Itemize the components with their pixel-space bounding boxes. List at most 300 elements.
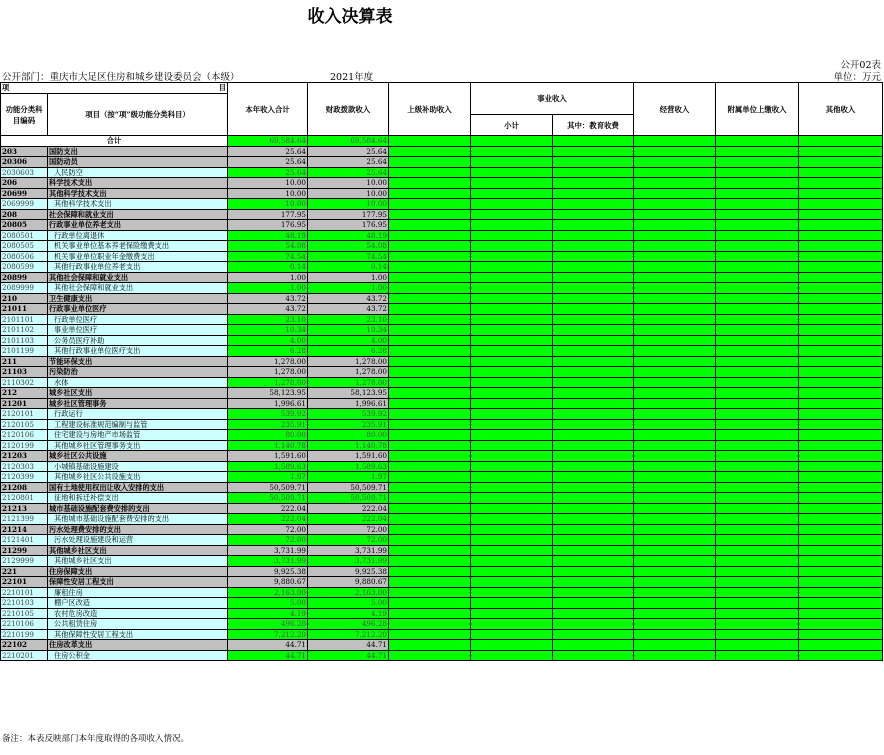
row-code: 21214: [1, 524, 48, 535]
row-empty-cell: [471, 577, 553, 588]
row-code: 2080505: [1, 241, 48, 252]
row-empty-cell: [389, 566, 471, 577]
row-name: 其他行政事业单位医疗支出: [48, 346, 228, 357]
row-empty-cell: [716, 356, 799, 367]
row-empty-cell: [553, 598, 634, 609]
row-empty-cell: [634, 598, 716, 609]
row-empty-cell: [553, 325, 634, 336]
row-total: 176.95: [228, 220, 308, 231]
row-empty-cell: [553, 577, 634, 588]
row-empty-cell: [389, 304, 471, 315]
row-empty-cell: [471, 230, 553, 241]
row-empty-cell: [389, 167, 471, 178]
row-empty-cell: [799, 461, 883, 472]
page-title: 收入决算表: [307, 7, 393, 27]
table-row: [1, 209, 883, 220]
total-value: 69,584.64: [228, 136, 308, 147]
row-code: 211: [1, 356, 48, 367]
row-empty-cell: [799, 524, 883, 535]
row-empty-cell: [799, 472, 883, 483]
row-empty-cell: [716, 314, 799, 325]
row-empty-cell: [716, 598, 799, 609]
table-row: [1, 262, 883, 273]
row-empty-cell: [634, 167, 716, 178]
row-empty-cell: [471, 440, 553, 451]
row-fiscal: 1,996.61: [308, 398, 389, 409]
row-total: 1,996.61: [228, 398, 308, 409]
header-other: 其他收入: [799, 83, 883, 136]
row-empty-cell: [471, 608, 553, 619]
row-empty-cell: [471, 157, 553, 168]
row-fiscal: 72.00: [308, 524, 389, 535]
row-code: 2069999: [1, 199, 48, 210]
row-empty-cell: [634, 283, 716, 294]
row-empty-cell: [471, 409, 553, 420]
row-fiscal: 5.00: [308, 598, 389, 609]
row-empty-cell: [716, 398, 799, 409]
header-edu: 其中：教育收费: [553, 115, 634, 136]
row-empty-cell: [799, 199, 883, 210]
row-empty-cell: [634, 356, 716, 367]
row-total: 4.19: [228, 608, 308, 619]
row-name: 节能环保支出: [48, 356, 228, 367]
row-empty-cell: [553, 629, 634, 640]
row-empty-cell: [799, 409, 883, 420]
row-code: 2080501: [1, 230, 48, 241]
row-empty-cell: [716, 493, 799, 504]
row-empty-cell: [799, 146, 883, 157]
row-total: 3,731.99: [228, 545, 308, 556]
row-fiscal: 50,509.71: [308, 482, 389, 493]
row-name: 社会保障和就业支出: [48, 209, 228, 220]
row-empty-cell: [716, 251, 799, 262]
row-code: 208: [1, 209, 48, 220]
row-empty-cell: [634, 503, 716, 514]
row-empty-cell: [553, 524, 634, 535]
row-empty-cell: [634, 199, 716, 210]
row-empty-cell: [553, 230, 634, 241]
row-empty-cell: [716, 199, 799, 210]
row-fiscal: 54.08: [308, 241, 389, 252]
header-item: 项目（按“项”级功能分类科目）: [48, 94, 228, 136]
table-row: [1, 430, 883, 441]
table-row: [1, 251, 883, 262]
header-business: 事业收入: [471, 83, 634, 115]
row-name: 事业单位医疗: [48, 325, 228, 336]
row-code: 2030603: [1, 167, 48, 178]
row-empty-cell: [471, 482, 553, 493]
row-total: 177.95: [228, 209, 308, 220]
row-total: 6.28: [228, 346, 308, 357]
row-name: 其他社会保障和就业支出: [48, 283, 228, 294]
table-row: [1, 629, 883, 640]
table-row: [1, 587, 883, 598]
row-fiscal: 50,509.71: [308, 493, 389, 504]
row-name: 行政事业单位养老支出: [48, 220, 228, 231]
unit-label: 单位：万元: [833, 72, 881, 83]
row-empty-cell: [471, 188, 553, 199]
row-empty-cell: [716, 157, 799, 168]
table-row: [1, 566, 883, 577]
row-empty-cell: [799, 482, 883, 493]
row-empty-cell: [553, 335, 634, 346]
row-total: 10.00: [228, 199, 308, 210]
row-empty-cell: [553, 608, 634, 619]
row-empty-cell: [471, 472, 553, 483]
row-empty-cell: [553, 503, 634, 514]
row-empty-cell: [634, 629, 716, 640]
row-empty-cell: [389, 556, 471, 567]
row-empty-cell: [634, 230, 716, 241]
row-code: 2080599: [1, 262, 48, 273]
row-empty-cell: [716, 188, 799, 199]
table-row: [1, 314, 883, 325]
row-fiscal: 4.19: [308, 608, 389, 619]
table-row: [1, 556, 883, 567]
table-row: [1, 493, 883, 504]
row-empty-cell: [716, 178, 799, 189]
row-empty-cell: [799, 640, 883, 651]
row-empty-cell: [471, 514, 553, 525]
row-total: 44.71: [228, 650, 308, 661]
row-empty-cell: [471, 314, 553, 325]
row-total: 58,123.95: [228, 388, 308, 399]
row-total: 72.00: [228, 535, 308, 546]
row-empty-cell: [716, 220, 799, 231]
table-row: [1, 545, 883, 556]
row-empty-cell: [634, 514, 716, 525]
table-row: [1, 167, 883, 178]
row-empty-cell: [799, 398, 883, 409]
row-empty-cell: [716, 146, 799, 157]
row-empty-cell: [799, 388, 883, 399]
row-empty-cell: [471, 199, 553, 210]
row-empty-cell: [634, 472, 716, 483]
row-empty-cell: [799, 619, 883, 630]
row-name: 城市基础设施配套费安排的支出: [48, 503, 228, 514]
row-empty-cell: [471, 545, 553, 556]
table-row: [1, 598, 883, 609]
row-empty-cell: [553, 388, 634, 399]
row-empty-cell: [389, 545, 471, 556]
row-empty-cell: [389, 535, 471, 546]
row-empty-cell: [471, 587, 553, 598]
row-empty-cell: [716, 293, 799, 304]
row-empty-cell: [799, 251, 883, 262]
row-empty-cell: [634, 619, 716, 630]
row-total: 1,278.00: [228, 356, 308, 367]
row-name: 住房改革支出: [48, 640, 228, 651]
row-empty-cell: [553, 167, 634, 178]
row-fiscal: 1.00: [308, 283, 389, 294]
row-empty-cell: [799, 556, 883, 567]
row-empty-cell: [799, 335, 883, 346]
row-total: 25.64: [228, 146, 308, 157]
row-empty-cell: [799, 293, 883, 304]
table-row: [1, 451, 883, 462]
row-empty-cell: [471, 535, 553, 546]
row-total: 1.00: [228, 283, 308, 294]
row-fiscal: 48.19: [308, 230, 389, 241]
row-empty-cell: [389, 587, 471, 598]
row-empty-cell: [634, 650, 716, 661]
row-name: 住房保障支出: [48, 566, 228, 577]
row-empty-cell: [553, 377, 634, 388]
row-empty-cell: [471, 367, 553, 378]
row-code: 20699: [1, 188, 48, 199]
table-row: [1, 304, 883, 315]
row-name: 廉租住房: [48, 587, 228, 598]
row-empty-cell: [471, 178, 553, 189]
row-empty-cell: [471, 146, 553, 157]
row-name: 公共租赁住房: [48, 619, 228, 630]
table-row: [1, 409, 883, 420]
table-row: [1, 293, 883, 304]
row-total: 1,589.63: [228, 461, 308, 472]
row-name: 征地和拆迁补偿支出: [48, 493, 228, 504]
row-name: 其他科学技术支出: [48, 188, 228, 199]
row-code: 2210201: [1, 650, 48, 661]
row-fiscal: 9,925.38: [308, 566, 389, 577]
row-empty-cell: [553, 640, 634, 651]
row-name: 其他城市基础设施配套费安排的支出: [48, 514, 228, 525]
row-total: 235.91: [228, 419, 308, 430]
row-empty-cell: [471, 419, 553, 430]
row-empty-cell: [716, 230, 799, 241]
header-subtotal: 小计: [471, 115, 553, 136]
row-empty-cell: [553, 409, 634, 420]
row-empty-cell: [799, 503, 883, 514]
row-empty-cell: [634, 451, 716, 462]
table-row: [1, 199, 883, 210]
row-total: 23.10: [228, 314, 308, 325]
row-empty-cell: [389, 598, 471, 609]
row-fiscal: 1,591.60: [308, 451, 389, 462]
row-total: 7,212.20: [228, 629, 308, 640]
row-empty-cell: [389, 356, 471, 367]
year-label: 2021年度: [330, 72, 374, 83]
row-empty-cell: [471, 335, 553, 346]
table-row: [1, 514, 883, 525]
row-fiscal: 496.28: [308, 619, 389, 630]
row-empty-cell: [389, 398, 471, 409]
row-empty-cell: [389, 461, 471, 472]
table-row: [1, 335, 883, 346]
row-empty-cell: [799, 220, 883, 231]
table-row: [1, 577, 883, 588]
row-fiscal: 23.10: [308, 314, 389, 325]
row-fiscal: 9,880.67: [308, 577, 389, 588]
row-name: 公务员医疗补助: [48, 335, 228, 346]
row-empty-cell: [716, 545, 799, 556]
row-empty-cell: [553, 367, 634, 378]
row-empty-cell: [799, 157, 883, 168]
row-empty-cell: [799, 608, 883, 619]
row-empty-cell: [716, 209, 799, 220]
row-empty-cell: [471, 619, 553, 630]
row-fiscal: 4.00: [308, 335, 389, 346]
row-empty-cell: [716, 377, 799, 388]
row-empty-cell: [634, 493, 716, 504]
row-empty-cell: [389, 451, 471, 462]
row-empty-cell: [799, 209, 883, 220]
row-empty-cell: [471, 293, 553, 304]
row-empty-cell: [553, 283, 634, 294]
row-empty-cell: [471, 262, 553, 273]
row-empty-cell: [634, 367, 716, 378]
row-empty-cell: [634, 209, 716, 220]
row-empty-cell: [471, 430, 553, 441]
row-empty-cell: [471, 304, 553, 315]
row-code: 21208: [1, 482, 48, 493]
row-total: 0.14: [228, 262, 308, 273]
row-fiscal: 222.04: [308, 503, 389, 514]
row-empty-cell: [634, 262, 716, 273]
row-empty-cell: [553, 419, 634, 430]
row-empty-cell: [716, 608, 799, 619]
row-empty-cell: [634, 304, 716, 315]
row-name: 其他城乡社区支出: [48, 545, 228, 556]
row-empty-cell: [799, 262, 883, 273]
row-empty-cell: [471, 493, 553, 504]
row-fiscal: 2,163.00: [308, 587, 389, 598]
row-empty-cell: [716, 619, 799, 630]
row-fiscal: 25.64: [308, 146, 389, 157]
row-empty-cell: [389, 377, 471, 388]
row-empty-cell: [716, 440, 799, 451]
row-empty-cell: [799, 535, 883, 546]
row-empty-cell: [471, 398, 553, 409]
table-row: [1, 188, 883, 199]
form-number: 公开02表: [840, 60, 881, 71]
row-fiscal: 10.34: [308, 325, 389, 336]
row-code: 21203: [1, 451, 48, 462]
row-empty-cell: [799, 377, 883, 388]
row-empty-cell: [389, 199, 471, 210]
row-empty-cell: [634, 640, 716, 651]
row-total: 496.28: [228, 619, 308, 630]
row-empty-cell: [634, 545, 716, 556]
row-empty-cell: [634, 430, 716, 441]
row-code: 2129999: [1, 556, 48, 567]
row-empty-cell: [799, 587, 883, 598]
row-empty-cell: [471, 566, 553, 577]
row-empty-cell: [716, 325, 799, 336]
table-row: [1, 388, 883, 399]
row-empty-cell: [716, 388, 799, 399]
row-empty-cell: [716, 503, 799, 514]
row-empty-cell: [799, 367, 883, 378]
row-fiscal: 25.64: [308, 167, 389, 178]
row-empty-cell: [389, 514, 471, 525]
row-fiscal: 1,278.00: [308, 356, 389, 367]
row-name: 其他保障性安居工程支出: [48, 629, 228, 640]
row-empty-cell: [799, 356, 883, 367]
row-empty-cell: [471, 451, 553, 462]
table-row: [1, 178, 883, 189]
row-total: 74.54: [228, 251, 308, 262]
row-name: 工程建设标准规范编制与监管: [48, 419, 228, 430]
row-empty-cell: [553, 398, 634, 409]
row-empty-cell: [553, 556, 634, 567]
row-empty-cell: [799, 283, 883, 294]
row-name: 城乡社区公共设施: [48, 451, 228, 462]
row-total: 222.04: [228, 514, 308, 525]
row-empty-cell: [634, 346, 716, 357]
row-fiscal: 7,212.20: [308, 629, 389, 640]
row-total: 1,278.00: [228, 377, 308, 388]
row-empty-cell: [553, 220, 634, 231]
row-empty-cell: [389, 367, 471, 378]
row-empty-cell: [553, 272, 634, 283]
table-row: [1, 377, 883, 388]
row-total: 539.92: [228, 409, 308, 420]
row-empty-cell: [634, 293, 716, 304]
row-name: 污水处理设施建设和运营: [48, 535, 228, 546]
row-empty-cell: [389, 220, 471, 231]
row-fiscal: 80.00: [308, 430, 389, 441]
row-empty-cell: [716, 577, 799, 588]
row-empty-cell: [389, 188, 471, 199]
row-empty-cell: [799, 566, 883, 577]
row-empty-cell: [471, 167, 553, 178]
row-empty-cell: [799, 272, 883, 283]
row-name: 住宅建设与房地产市场监管: [48, 430, 228, 441]
table-row: [1, 356, 883, 367]
row-empty-cell: [716, 167, 799, 178]
row-empty-cell: [471, 325, 553, 336]
row-empty-cell: [471, 272, 553, 283]
total-row: [1, 136, 883, 147]
row-name: 行政事业单位医疗: [48, 304, 228, 315]
table-row: [1, 608, 883, 619]
row-empty-cell: [799, 178, 883, 189]
row-empty-cell: [471, 629, 553, 640]
row-total: 48.19: [228, 230, 308, 241]
row-empty-cell: [634, 325, 716, 336]
row-empty-cell: [716, 472, 799, 483]
row-total: 25.64: [228, 167, 308, 178]
row-empty-cell: [553, 493, 634, 504]
row-empty-cell: [799, 440, 883, 451]
row-empty-cell: [389, 419, 471, 430]
row-total: 10.00: [228, 178, 308, 189]
row-empty-cell: [389, 472, 471, 483]
row-code: 210: [1, 293, 48, 304]
row-empty-cell: [389, 178, 471, 189]
table-row: [1, 482, 883, 493]
row-empty-cell: [389, 325, 471, 336]
row-code: 20306: [1, 157, 48, 168]
table-row: [1, 157, 883, 168]
row-name: 行政单位离退休: [48, 230, 228, 241]
row-name: 机关事业单位职业年金缴费支出: [48, 251, 228, 262]
row-empty-cell: [799, 577, 883, 588]
row-empty-cell: [553, 262, 634, 273]
row-empty-cell: [389, 388, 471, 399]
table-row: [1, 503, 883, 514]
row-empty-cell: [634, 388, 716, 399]
row-empty-cell: [553, 472, 634, 483]
row-empty-cell: [799, 188, 883, 199]
row-empty-cell: [389, 493, 471, 504]
row-empty-cell: [471, 251, 553, 262]
row-empty-cell: [716, 640, 799, 651]
row-empty-cell: [471, 209, 553, 220]
row-empty-cell: [716, 430, 799, 441]
row-code: 2210101: [1, 587, 48, 598]
row-fiscal: 177.95: [308, 209, 389, 220]
